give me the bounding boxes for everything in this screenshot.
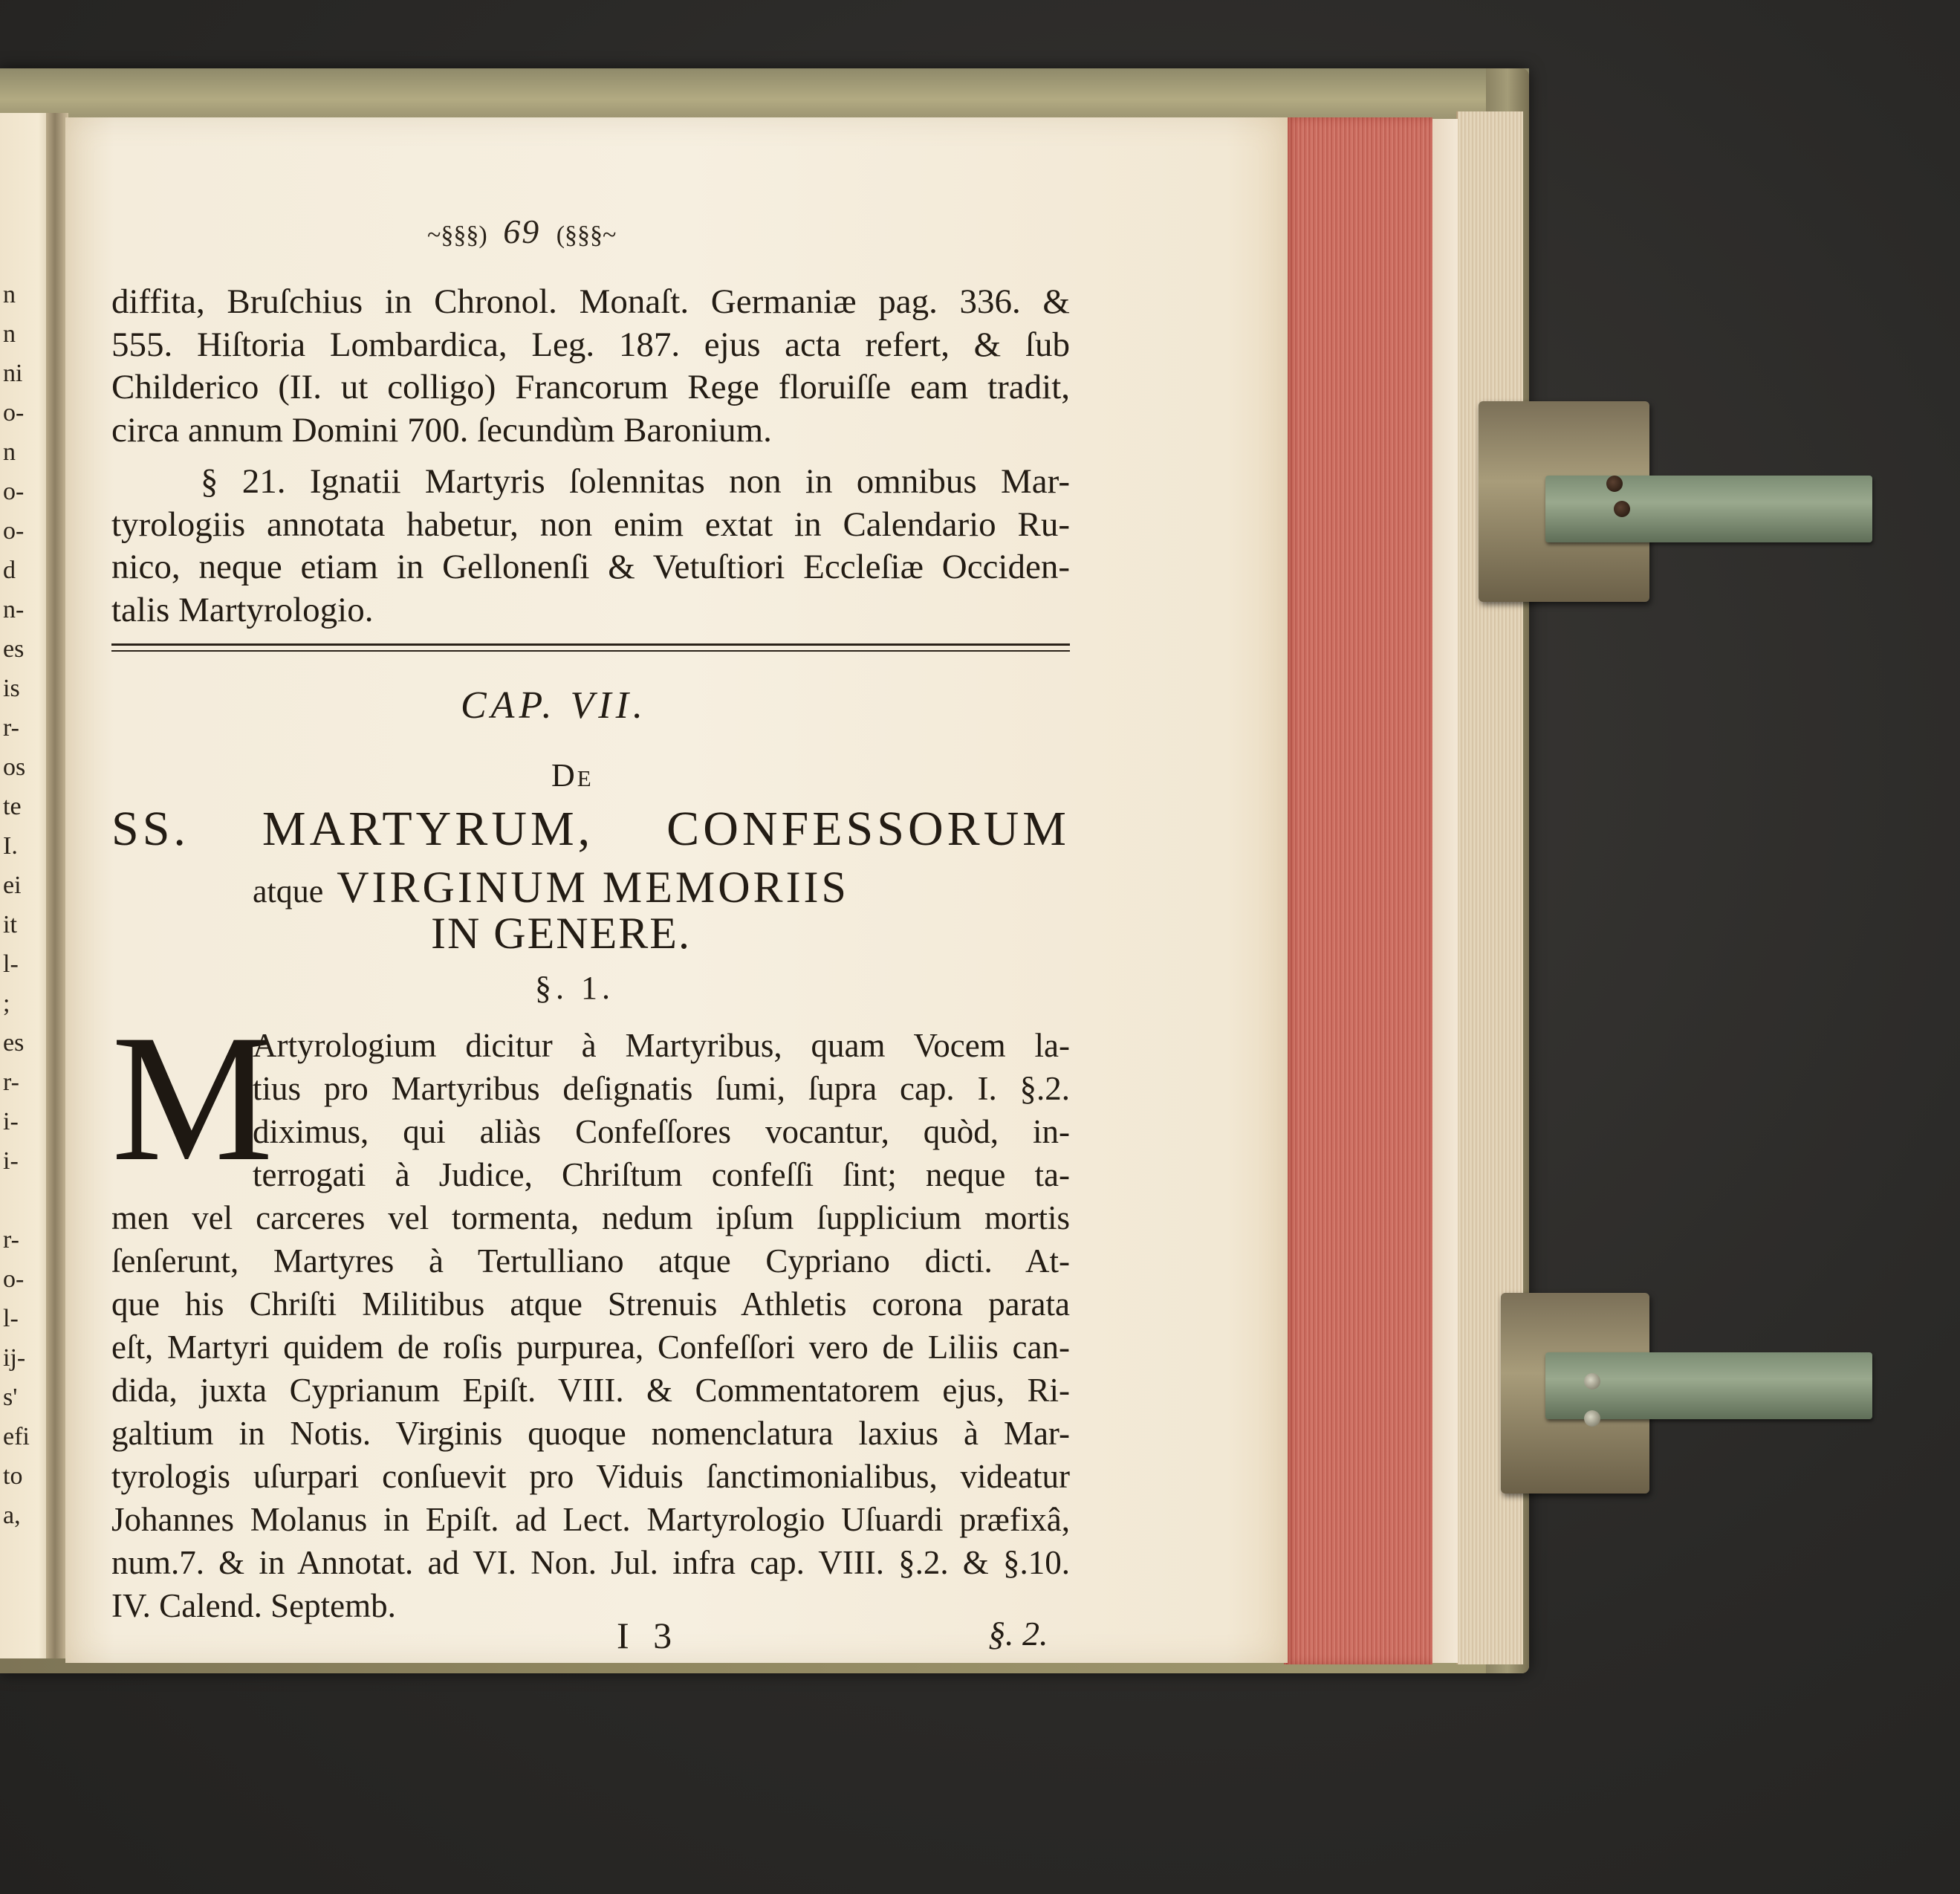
text-line: men vel carceres vel tormenta, nedum ipſum ſupplicium mortis [111, 1199, 1070, 1236]
section-mark: §. 1. [535, 970, 614, 1006]
text-line: circa annum Domini 700. ſecundùm Baronium. [111, 410, 772, 450]
left-page-fragment: l- [3, 950, 19, 978]
text-line: diximus, qui aliàs Confeſſores vocantur, quòd, in- [253, 1113, 1070, 1150]
left-page-fragment: a, [3, 1502, 21, 1529]
left-page-fragment: r- [3, 714, 19, 742]
text-line: terrogati à Judice, Chriſtum confeſſi ſint; neque ta- [253, 1156, 1070, 1193]
chapter-divider-rule [111, 643, 1070, 652]
text-line: talis Martyrologio. [111, 590, 374, 629]
left-page-fragment: ei [3, 872, 22, 899]
text-line: 555. Hiſtoria Lombardica, Leg. 187. ejus acta refert, & ſub [111, 325, 1070, 364]
rivet-icon [1614, 501, 1630, 517]
text-line: tyrologiis annotata habetur, non enim extat in Calendario Ru- [111, 505, 1070, 544]
header-ornament-right: (§§§~ [556, 221, 617, 249]
chapter-body-paragraph [111, 1024, 1070, 1627]
left-page-fragment: te [3, 793, 22, 820]
left-page-fragment: ni [3, 360, 23, 387]
text-line: Artyrologium dicitur à Martyribus, quam Vocem la- [253, 1027, 1070, 1064]
chapter-label: CAP. VII. [461, 684, 647, 727]
chapter-title-atque: atque [253, 873, 324, 909]
page-header [427, 212, 724, 251]
left-page-fragment: it [3, 911, 17, 938]
upper-clasp-plate [1545, 476, 1872, 542]
fore-edge-inner [1432, 119, 1458, 1663]
text-line: num.7. & in Annotat. ad VI. Non. Jul. infra cap. VIII. §.2. & §.10. [111, 1544, 1070, 1581]
left-page-text-fragments [3, 275, 46, 1535]
text-line: nico, neque etiam in Gellonenſi & Vetuſtiori Eccleſiæ Occiden- [111, 548, 1070, 586]
left-page-fragment: n [3, 438, 16, 466]
left-page-fragment: l- [3, 1305, 19, 1332]
left-page-fragment: o- [3, 478, 25, 505]
text-line: ſenſerunt, Martyres à Tertulliano atque Cypriano dicti. At- [111, 1242, 1070, 1280]
page-number: 69 [503, 213, 541, 250]
left-page-fragment: i- [3, 1108, 19, 1135]
text-line: dida, juxta Cyprianum Epiſt. VIII. & Commentatorem ejus, Ri- [111, 1372, 1070, 1409]
text-line: galtium in Notis. Virginis quoque nomenclatura laxius à Mar- [111, 1415, 1070, 1452]
left-page-fragment: es [3, 635, 25, 663]
text-line: tius pro Martyribus deſignatis ſumi, ſupra cap. I. §.2. [253, 1070, 1070, 1107]
text-line: tyrologis uſurpari conſuevit pro Viduis ſanctimonialibus, videatur [111, 1458, 1070, 1495]
book-cover-top-edge [0, 68, 1529, 123]
left-page-fragment: o- [3, 517, 25, 545]
chapter-title-line-2-text: VIRGINUM MEMORIIS [337, 863, 849, 912]
chapter-title-line-2 [253, 862, 849, 913]
rivet-icon [1606, 476, 1623, 492]
left-page-fragment: s' [3, 1384, 18, 1411]
left-page-fragment: r- [3, 1068, 19, 1096]
rivet-icon [1584, 1410, 1600, 1427]
paragraph-section-21 [111, 461, 1070, 632]
left-page-fragment: ; [3, 990, 10, 1017]
left-page-fragment: d [3, 557, 16, 584]
left-page-fragment: es [3, 1029, 25, 1057]
text-line: que his Chriſti Militibus atque Strenuis Athletis corona parata [111, 1285, 1070, 1323]
left-page-fragment: n [3, 320, 16, 348]
left-page-fragment: r- [3, 1226, 19, 1254]
left-page-fragment: to [3, 1462, 23, 1490]
left-page-fragment: ij- [3, 1344, 26, 1372]
text-line: Johannes Molanus in Epiſt. ad Lect. Martyrologio Uſuardi præfixâ, [111, 1501, 1070, 1538]
header-ornament-left: ~§§§) [427, 221, 487, 249]
paragraph-continuation [111, 281, 1070, 452]
signature-mark: I 3 [617, 1615, 680, 1656]
left-page-fragment: efi [3, 1423, 30, 1450]
left-page-fragment: is [3, 675, 20, 702]
chapter-title-line-3: IN GENERE. [431, 909, 691, 958]
red-fore-edge [1284, 117, 1432, 1664]
text-line: diffita, Bruſchius in Chronol. Monaſt. Germaniæ pag. 336. & [111, 282, 1070, 321]
chapter-de: De [551, 757, 594, 794]
left-page-fragment: I. [3, 832, 18, 860]
catchword: §. 2. [988, 1615, 1048, 1653]
rivet-icon [1584, 1373, 1600, 1389]
text-line: IV. Calend. Septemb. [111, 1587, 396, 1624]
left-page-fragment: os [3, 753, 26, 781]
drop-cap: M [111, 997, 273, 1199]
left-page-fragment: o- [3, 1265, 25, 1293]
left-page-fragment: o- [3, 399, 25, 427]
left-page-fragment: i- [3, 1147, 19, 1175]
text-line: Childerico (II. ut colligo) Francorum Rege floruiſſe eam tradit, [111, 368, 1070, 406]
text-line: eſt, Martyri quidem de roſis purpurea, Confeſſori vero de Liliis can- [111, 1329, 1070, 1366]
left-page-fragment: n- [3, 596, 25, 623]
chapter-title-line-1: SS. MARTYRUM, CONFESSORUM [111, 802, 1070, 856]
text-line: § 21. Ignatii Martyris ſolennitas non in omnibus Mar- [201, 462, 1070, 501]
left-page-fragment [3, 1181, 46, 1220]
left-page-fragment: n [3, 281, 16, 308]
